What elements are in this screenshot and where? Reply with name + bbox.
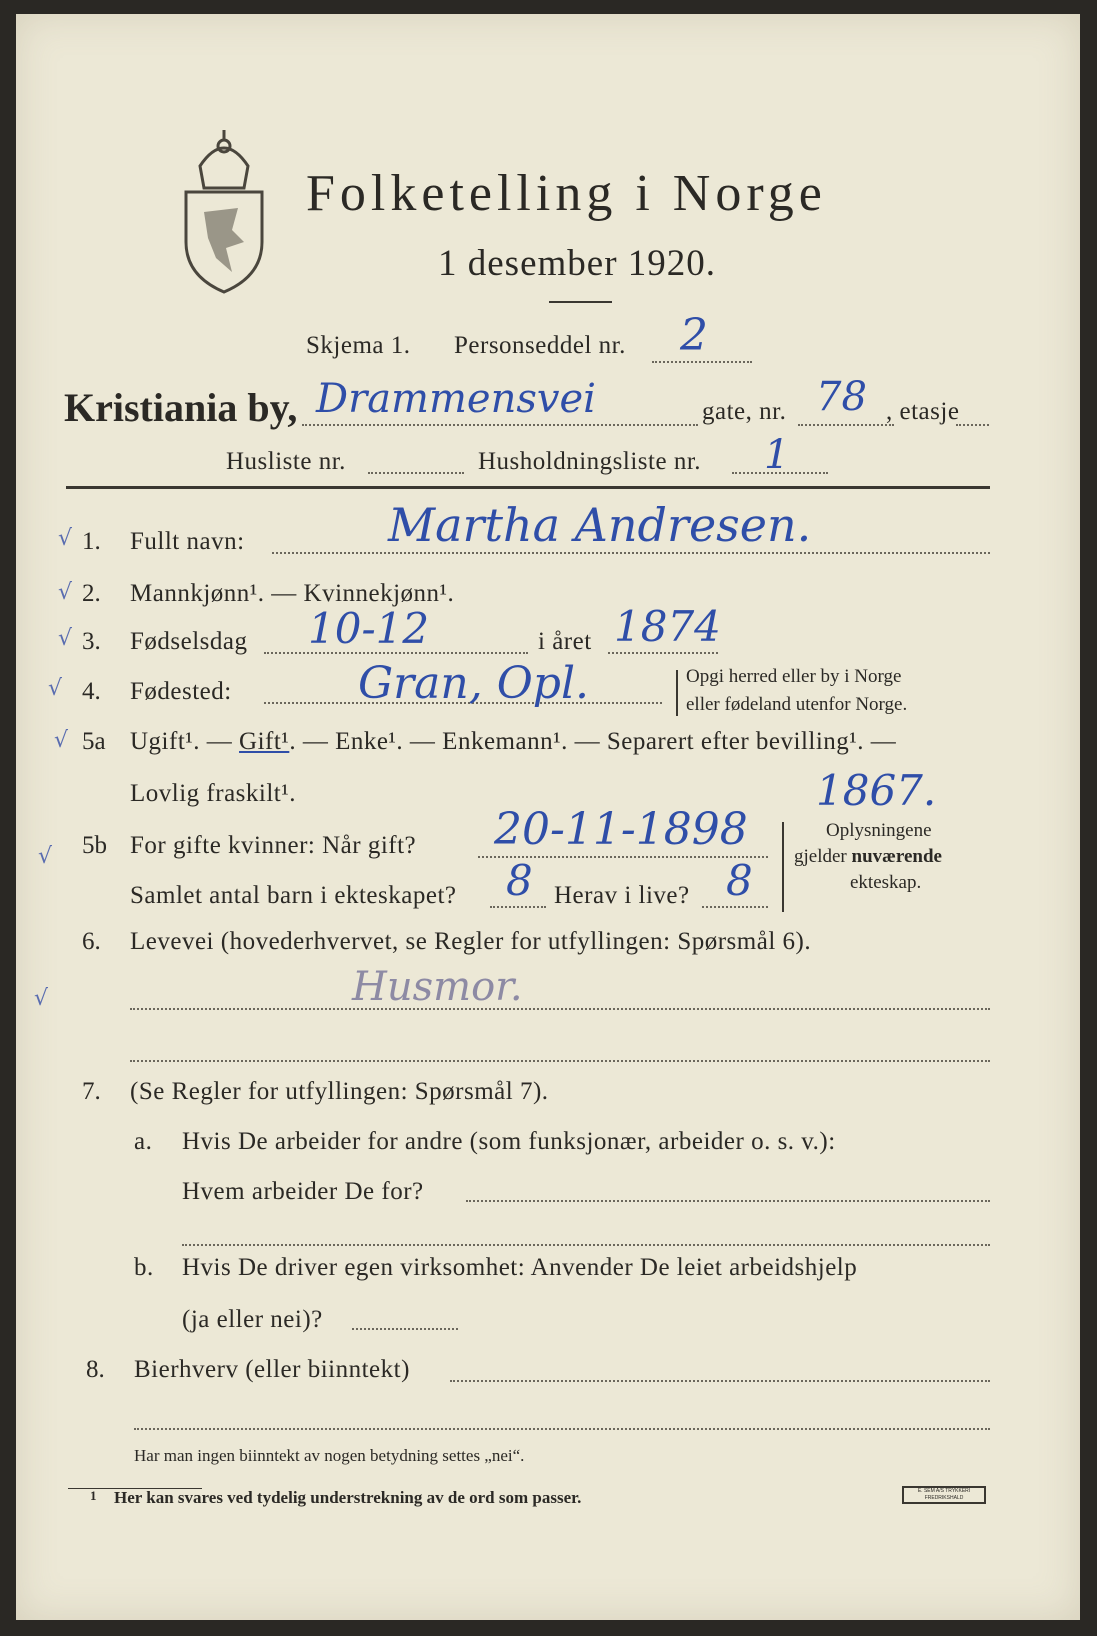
q1-label: Fullt navn: bbox=[130, 528, 245, 555]
birthplace-value: Gran, Opl. bbox=[358, 658, 590, 709]
full-name-value: Martha Andresen. bbox=[388, 498, 812, 552]
extra-year-value: 1867. bbox=[816, 766, 937, 815]
employer-field-extra[interactable] bbox=[182, 1244, 990, 1246]
q5a-line2[interactable]: Lovlig fraskilt¹. bbox=[130, 780, 296, 807]
q1-number: 1. bbox=[82, 528, 101, 555]
husliste-field[interactable] bbox=[368, 472, 464, 474]
q7b-letter: b. bbox=[134, 1254, 154, 1281]
street-field[interactable] bbox=[302, 424, 698, 426]
other-status-options[interactable]: . — Enke¹. — Enkemann¹. — Separert efter bevilling¹. — bbox=[289, 728, 897, 755]
ugift-option[interactable]: Ugift¹. — bbox=[130, 728, 240, 755]
brace bbox=[676, 670, 678, 716]
personseddel-field[interactable] bbox=[652, 361, 752, 363]
employer-field[interactable] bbox=[466, 1200, 990, 1202]
birth-year-field[interactable] bbox=[608, 652, 718, 654]
q2-gender-options[interactable]: Mannkjønn¹. — Kvinnekjønn¹. bbox=[130, 580, 455, 607]
brace bbox=[782, 822, 784, 912]
q5b-children-label: Samlet antal barn i ekteskapet? bbox=[130, 882, 457, 909]
city-label: Kristiania by, bbox=[64, 385, 298, 430]
q4-label: Fødested: bbox=[130, 678, 232, 705]
husholdning-value: 1 bbox=[764, 432, 790, 478]
q5b-note-gjelder: gjelder bbox=[794, 846, 852, 867]
q7a-letter: a. bbox=[134, 1128, 153, 1155]
form-title: Folketelling i Norge bbox=[306, 165, 827, 222]
printer-stamp: E. SEM A/S TRYKKERI FREDRIKSHALD bbox=[902, 1486, 986, 1504]
checkmark: √ bbox=[58, 626, 73, 651]
occupation-value: Husmor. bbox=[352, 964, 523, 1010]
census-form bbox=[16, 14, 1080, 1620]
q5b-note-line3: ekteskap. bbox=[850, 872, 922, 893]
etasje-field[interactable] bbox=[956, 424, 989, 426]
house-number-value: 78 bbox=[816, 374, 867, 420]
house-number-field[interactable] bbox=[798, 424, 894, 426]
side-income-field-extra[interactable] bbox=[134, 1428, 990, 1430]
full-name-field[interactable] bbox=[272, 552, 990, 554]
husliste-label: Husliste nr. bbox=[226, 448, 346, 475]
footnote-text: Her kan svares ved tydelig understrekning av de ord som passer. bbox=[114, 1488, 582, 1507]
checkmark: √ bbox=[58, 580, 73, 605]
q7b-line1: Hvis De driver egen virksomhet: Anvender De leiet arbeidshjelp bbox=[182, 1254, 858, 1281]
norway-coat-of-arms-icon bbox=[178, 126, 270, 296]
q8-number: 8. bbox=[86, 1356, 105, 1383]
gate-label: gate, nr. bbox=[702, 398, 787, 425]
alive-value: 8 bbox=[726, 856, 753, 905]
personseddel-value: 2 bbox=[680, 310, 708, 361]
q5b-note-line2 bbox=[794, 846, 942, 868]
q5b-note-nuvaerende: nuværende bbox=[851, 846, 942, 867]
q5b-married-label: For gifte kvinner: Når gift? bbox=[130, 832, 417, 859]
birth-year-value: 1874 bbox=[614, 602, 721, 651]
q6-number: 6. bbox=[82, 928, 101, 955]
q7b-line2: (ja eller nei)? bbox=[182, 1306, 323, 1333]
side-income-field[interactable] bbox=[450, 1380, 990, 1382]
checkmark: √ bbox=[48, 676, 63, 701]
title-divider bbox=[549, 301, 612, 303]
q8-label: Bierhverv (eller biinntekt) bbox=[134, 1356, 410, 1383]
q4-note-line2: eller fødeland utenfor Norge. bbox=[686, 694, 908, 715]
checkmark: √ bbox=[54, 728, 69, 753]
q5a-status-options[interactable] bbox=[130, 728, 896, 756]
birthday-value: 10-12 bbox=[308, 604, 430, 653]
q7-number: 7. bbox=[82, 1078, 101, 1105]
occupation-field-line2[interactable] bbox=[130, 1060, 990, 1062]
q7a-line1: Hvis De arbeider for andre (som funksjonær, arbeider o. s. v.): bbox=[182, 1128, 836, 1155]
q3-label: Fødselsdag bbox=[130, 628, 248, 655]
etasje-label: , etasje bbox=[886, 398, 960, 425]
q5a-number: 5a bbox=[82, 728, 106, 755]
q4-number: 4. bbox=[82, 678, 101, 705]
q2-number: 2. bbox=[82, 580, 101, 607]
q4-note-line1: Opgi herred eller by i Norge bbox=[686, 666, 902, 687]
gift-option-underlined[interactable]: Gift¹ bbox=[239, 728, 290, 755]
children-value: 8 bbox=[506, 856, 533, 905]
q5b-note-line1: Oplysningene bbox=[826, 820, 932, 841]
q7-label: (Se Regler for utfyllingen: Spørsmål 7). bbox=[130, 1078, 549, 1105]
year-label: i året bbox=[538, 628, 592, 655]
q5b-alive-label: Herav i live? bbox=[554, 882, 690, 909]
q7a-line2: Hvem arbeider De for? bbox=[182, 1178, 424, 1205]
checkmark: √ bbox=[38, 844, 53, 869]
q6-label: Levevei (hovederhvervet, se Regler for utfyllingen: Spørsmål 6). bbox=[130, 928, 812, 955]
street-value: Drammensvei bbox=[316, 376, 596, 422]
checkmark: √ bbox=[34, 986, 49, 1011]
occupation-field-line1[interactable] bbox=[130, 1008, 990, 1010]
schema-label: Skjema 1. bbox=[306, 332, 411, 359]
census-date: 1 desember 1920. bbox=[438, 243, 717, 284]
checkmark: √ bbox=[58, 526, 73, 551]
marriage-date-value: 20-11-1898 bbox=[494, 804, 748, 855]
header-divider bbox=[66, 486, 990, 489]
footnote-mark: 1 bbox=[90, 1488, 97, 1503]
q3-number: 3. bbox=[82, 628, 101, 655]
husholdning-label: Husholdningsliste nr. bbox=[478, 448, 702, 475]
alive-field[interactable] bbox=[702, 906, 768, 908]
children-field[interactable] bbox=[490, 906, 546, 908]
personseddel-label: Personseddel nr. bbox=[454, 332, 626, 359]
hired-help-field[interactable] bbox=[352, 1328, 458, 1330]
biinntekt-note: Har man ingen biinntekt av nogen betydning settes „nei“. bbox=[134, 1446, 525, 1465]
q5b-number: 5b bbox=[82, 832, 107, 859]
